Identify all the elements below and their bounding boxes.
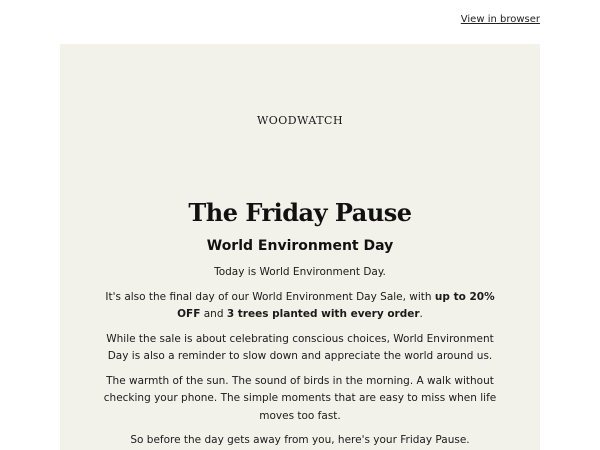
- brand-logo: WOODWATCH: [256, 114, 344, 127]
- paragraph-intro: Today is World Environment Day.: [214, 266, 386, 278]
- paragraph-sale: [96, 289, 504, 324]
- email-body-copy: [96, 264, 504, 450]
- sale-text-pre: It's also the final day of our World Environment Day Sale, with: [105, 290, 435, 303]
- sale-text-mid: and: [200, 308, 227, 320]
- email-subheadline: World Environment Day: [206, 238, 394, 254]
- sale-text-post: .: [419, 308, 423, 320]
- email-body: [60, 44, 540, 450]
- paragraph-moments: The warmth of the sun. The sound of birds in the morning. A walk without checking your phone. The simple moments that are easy to miss when life moves too fast.: [103, 374, 497, 422]
- paragraph-reminder: While the sale is about celebrating conscious choices, World Environment Day is also a reminder to slow down and appreciate the world around us.: [106, 332, 494, 362]
- view-in-browser-link[interactable]: View in browser: [460, 14, 540, 25]
- email-headline: The Friday Pause: [188, 198, 412, 227]
- sale-discount: up to 20% OFF: [177, 290, 495, 320]
- sale-trees-offer: 3 trees planted with every order: [226, 308, 420, 320]
- paragraph-closing: So before the day gets away from you, here's your Friday Pause.: [130, 434, 470, 446]
